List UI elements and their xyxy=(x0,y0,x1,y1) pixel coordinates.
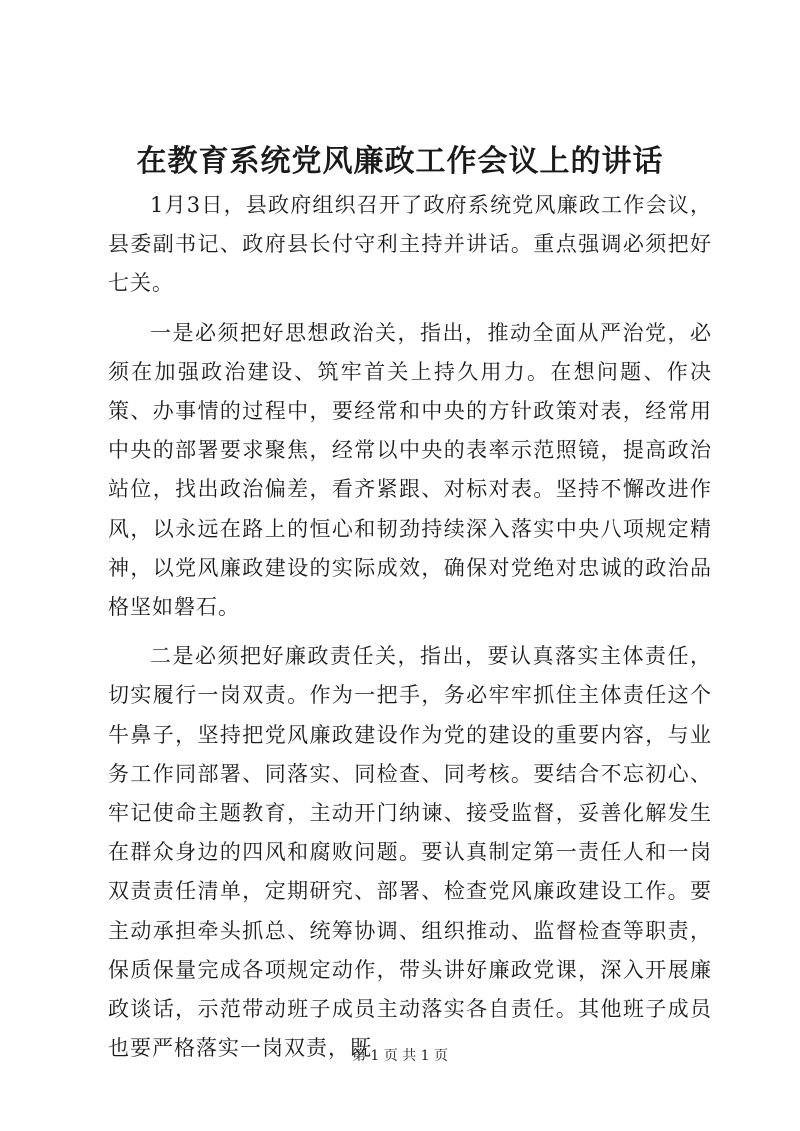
paragraph-point-two: 二是必须把好廉政责任关，指出，要认真落实主体责任，切实履行一岗双责。作为一把手，务必牢牢抓住主体责任这个牛鼻子，坚持把党风廉政建设作为党的建设的重要内容，与业务工作同部署、同落实、同检查、同考核。要结合不忘初心、牢记使命主题教育，主动开门纳谏、接受监督，妥善化解发生在群众身边的四风和腐败问题。要认真制定第一责任人和一岗双责责任清单，定期研究、部署、检查党风廉政建设工作。要主动承担牵头抓总、统筹协调、组织推动、监督检查等职责，保质保量完成各项规定动作，带头讲好廉政党课，深入开展廉政谈话，示范带动班子成员主动落实各自责任。其他班子成员也要严格落实一岗双责，既 xyxy=(108,644,712,1061)
document-title: 在教育系统党风廉政工作会议上的讲话 xyxy=(136,144,664,179)
document-body xyxy=(108,186,712,1078)
page-footer: 第 1 页 共 1 页 xyxy=(351,1048,449,1064)
paragraph-point-one: 一是必须把好思想政治关，指出，推动全面从严治党，必须在加强政治建设、筑牢首关上持久用力。在想问题、作决策、办事情的过程中，要经常和中央的方针政策对表，经常用中央的部署要求聚焦，经常以中央的表率示范照镜，提高政治站位，找出政治偏差，看齐紧跟、对标对表。坚持不懈改进作风，以永远在路上的恒心和韧劲持续深入落实中央八项规定精神，以党风廉政建设的实际成效，确保对党绝对忠诚的政治品格坚如磐石。 xyxy=(108,320,712,620)
paragraph-intro: 1月3日，县政府组织召开了政府系统党风廉政工作会议，县委副书记、政府县长付守利主持并讲话。重点强调必须把好七关。 xyxy=(108,193,712,296)
